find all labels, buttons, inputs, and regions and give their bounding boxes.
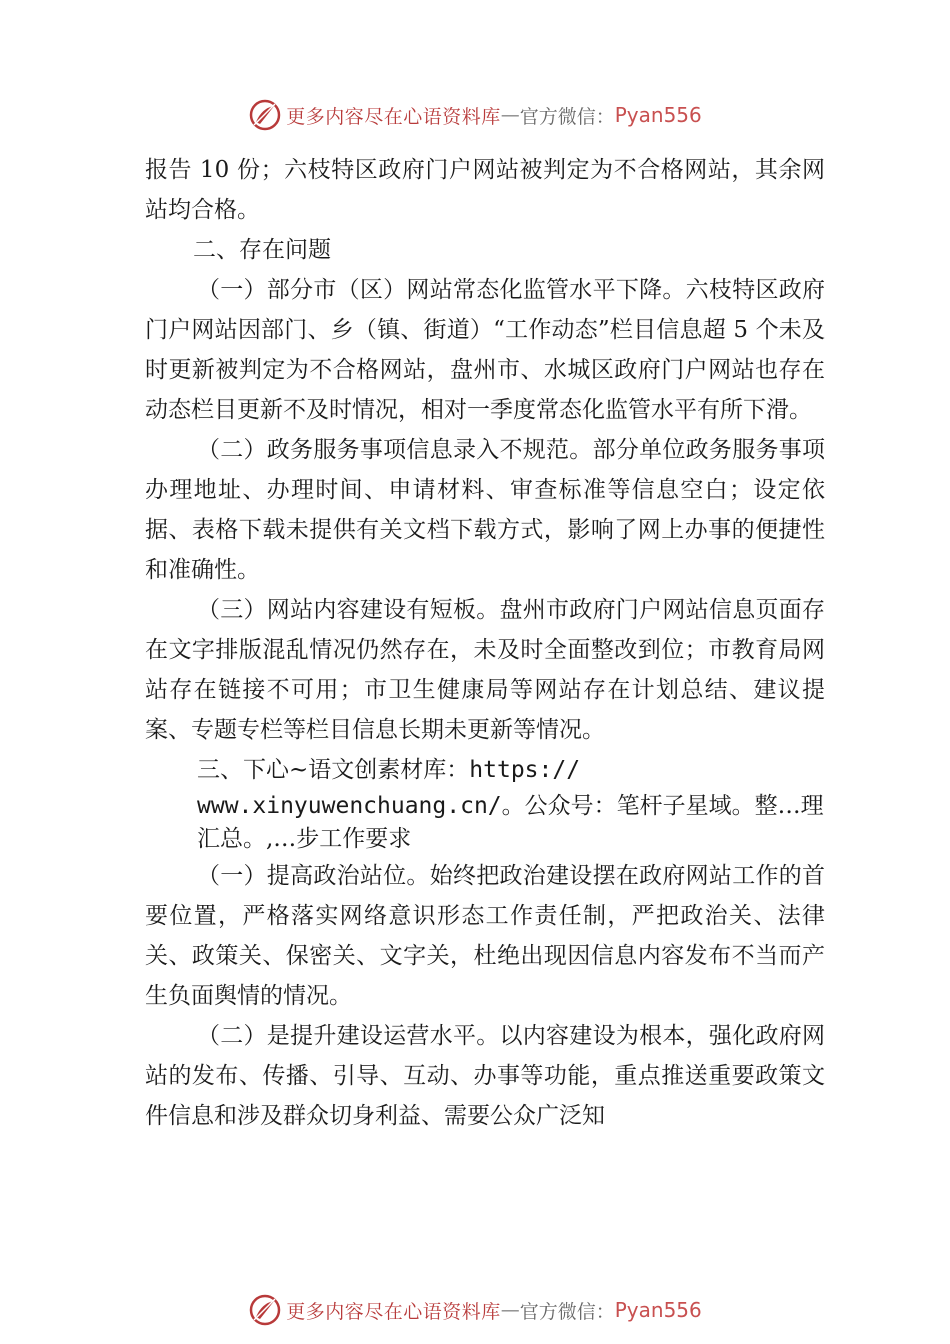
wechat-label: 官方微信： [519, 105, 615, 128]
banner-dash: — [500, 104, 520, 126]
section3-line-1: 三、下心~语文创素材库：https:// [197, 757, 581, 783]
paragraph-problem-3: （三）网站内容建设有短板。盘州市政府门户网站信息页面存在文字排版混乱情况仍然存在，未及时全面整改到位；市教育局网站存在链接不可用；市卫生健康局等网站存在计划总结、建议提案、专题专栏等栏目信息长期未更新等情况。 [145, 597, 825, 743]
brand-name: 更多内容尽在心语资料库 [286, 105, 501, 128]
paragraph-problem-1: （一）部分市（区）网站常态化监管水平下降。六枝特区政府门户网站因部门、乡（镇、街道）“工作动态”栏目信息超 5 个未及时更新被判定为不合格网站，盘州市、水城区政府门户网站也存在动态栏目更新不及时情况，相对一季度常态化监管水平有所下滑。 [145, 277, 825, 423]
banner-dash: — [500, 1299, 520, 1321]
source-url-part-2: www.xinyuwenchuang.cn/ [197, 793, 502, 819]
section-heading-problems: 二、存在问题 [193, 237, 331, 263]
paragraph-requirement-2: （二）是提升建设运营水平。以内容建设为根本，强化政府网站的发布、传播、引导、互动、办事等功能，重点推送重要政策文件信息和涉及群众切身利益、需要公众广泛知 [145, 1023, 825, 1129]
paragraph-problem-2: （二）政务服务事项信息录入不规范。部分单位政务服务事项办理地址、办理时间、申请材料、审查标准等信息空白；设定依据、表格下载未提供有关文档下载方式，影响了网上办事的便捷性和准确性。 [145, 437, 825, 583]
paragraph-requirement-1: （一）提高政治站位。始终把政治建设摆在政府网站工作的首要位置，严格落实网络意识形态工作责任制，严把政治关、法律关、政策关、保密关、文字关，杜绝出现因信息内容发布不当而产生负面舆情的情况。 [145, 863, 825, 1009]
footer-banner [0, 1290, 950, 1330]
header-banner [0, 95, 950, 135]
brand-logo-icon [248, 1293, 282, 1327]
paragraph-report-count: 报告 10 份；六枝特区政府门户网站被判定为不合格网站，其余网站均合格。 [145, 157, 825, 223]
wechat-label: 官方微信： [519, 1300, 615, 1323]
brand-name: 更多内容尽在心语资料库 [286, 1300, 501, 1323]
source-url-part-1: https:// [469, 757, 581, 783]
document-body [145, 150, 825, 1136]
section-heading-next-steps [145, 750, 825, 856]
wechat-id: Pyan556 [614, 1298, 702, 1322]
section3-line-2: www.xinyuwenchuang.cn/。公众号：笔杆子星域。整…理 [197, 793, 824, 819]
section3-line-3: 汇总。,…步工作要求 [197, 826, 412, 852]
brand-logo-icon [248, 98, 282, 132]
wechat-id: Pyan556 [614, 103, 702, 127]
